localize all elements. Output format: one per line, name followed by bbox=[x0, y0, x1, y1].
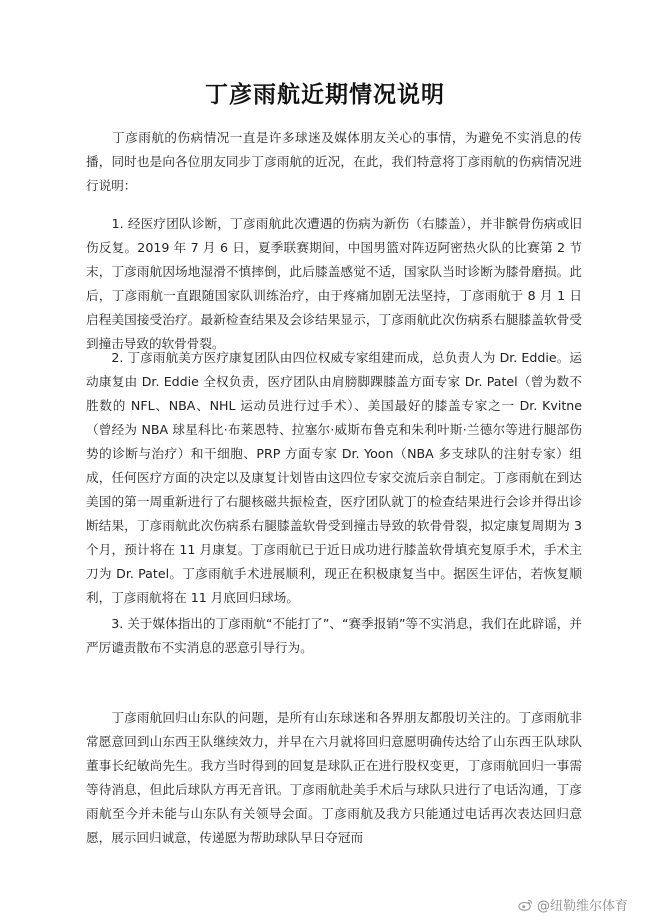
document-title: 丁彦雨航近期情况说明 bbox=[205, 82, 445, 108]
intro-paragraph: 丁彦雨航的伤病情况一直是许多球迷及媒体朋友关心的事情，为避免不实消息的传播，同时也是向各位朋友同步丁彦雨航的近况，在此，我们特意将丁彦雨航的伤病情况进行说明： bbox=[86, 130, 582, 193]
shandong-paragraph: 丁彦雨航回归山东队的问题，是所有山东球迷和各界朋友都殷切关注的。丁彦雨航非常愿意回到山东西王队继续效力，并早在六月就将回归意愿明确传达给了山东西王队球队董事长纪敏尚先生。我方当时得到的回复是球队正在进行股权变更，丁彦雨航回归一事需等待消息，但此后球队方再无音讯。丁彦雨航赴美手术后与球队只进行了电话沟通，丁彦雨航至今并未能与山东队有关领导会面。丁彦雨航及我方只能通过电话再次表达回归意愿，展示回归诚意，传递愿为帮助球队早日夺冠而 bbox=[86, 710, 582, 845]
list-item: 3. 关于媒体指出的丁彦雨航“不能打了”、“赛季报销”等不实消息，我们在此辟谣，并严厉谴责散布不实消息的恶意引导行为。 bbox=[86, 616, 582, 655]
watermark bbox=[518, 895, 628, 914]
list-item: 2. 丁彦雨航美方医疗康复团队由四位权威专家组建而成，总负责人为 Dr. Eddie。运动康复由 Dr. Eddie 全权负责，医疗团队由肩膀脚踝膝盖方面专家 Dr. Patel（曾为数不胜数的 NFL、NBA、NHL 运动员进行过手术）、美国最好的膝盖专家之一 Dr. Kvitne（曾经为 NBA 球星科比·布莱恩特、拉塞尔·威斯布鲁克和朱利叶斯·兰德尔等进行腿部伤势的诊断与治疗）和干细胞、PRP 方面专家 Dr. Yoon（NBA 多支球队的注射专家）组成，任何医疗方面的决定以及康复计划皆由这四位专家交流后亲自制定。丁彦雨航在到达美国的第一周重新进行了右腿核磁共振检查，医疗团队就丁的检查结果进行会诊并得出诊断结果，丁彦雨航此次伤病系右腿膝盖软骨受到撞击导致的软骨骨裂，拟定康复周期为 3 个月，预计将在 11 月康复。丁彦雨航已于近日成功进行膝盖软骨填充复原手术，手术主刀为 Dr. Patel。丁彦雨航手术进展顺利，现正在积极康复当中。据医生评估，若恢复顺利，丁彦雨航将在 11 月底回归球场。 bbox=[86, 350, 582, 605]
watermark-text: @纽勒维尔体育 bbox=[536, 899, 628, 914]
list-item: 1. 经医疗团队诊断，丁彦雨航此次遭遇的伤病为新伤（右膝盖），并非髌骨伤病或旧伤反复。2019 年 7 月 6 日，夏季联赛期间，中国男篮对阵迈阿密热火队的比赛第 2 节末，丁彦雨航因场地湿滑不慎摔倒，此后膝盖感觉不适，国家队当时诊断为膝骨磨损。此后，丁彦雨航一直跟随国家队训练治疗，由于疼痛加剧无法坚持，丁彦雨航于 8 月 1 日启程美国接受治疗。最新检查结果及会诊结果显示，丁彦雨航此次伤病系右腿膝盖软骨受到撞击导致的软骨骨裂。 bbox=[86, 216, 582, 351]
weibo-icon bbox=[518, 897, 533, 912]
